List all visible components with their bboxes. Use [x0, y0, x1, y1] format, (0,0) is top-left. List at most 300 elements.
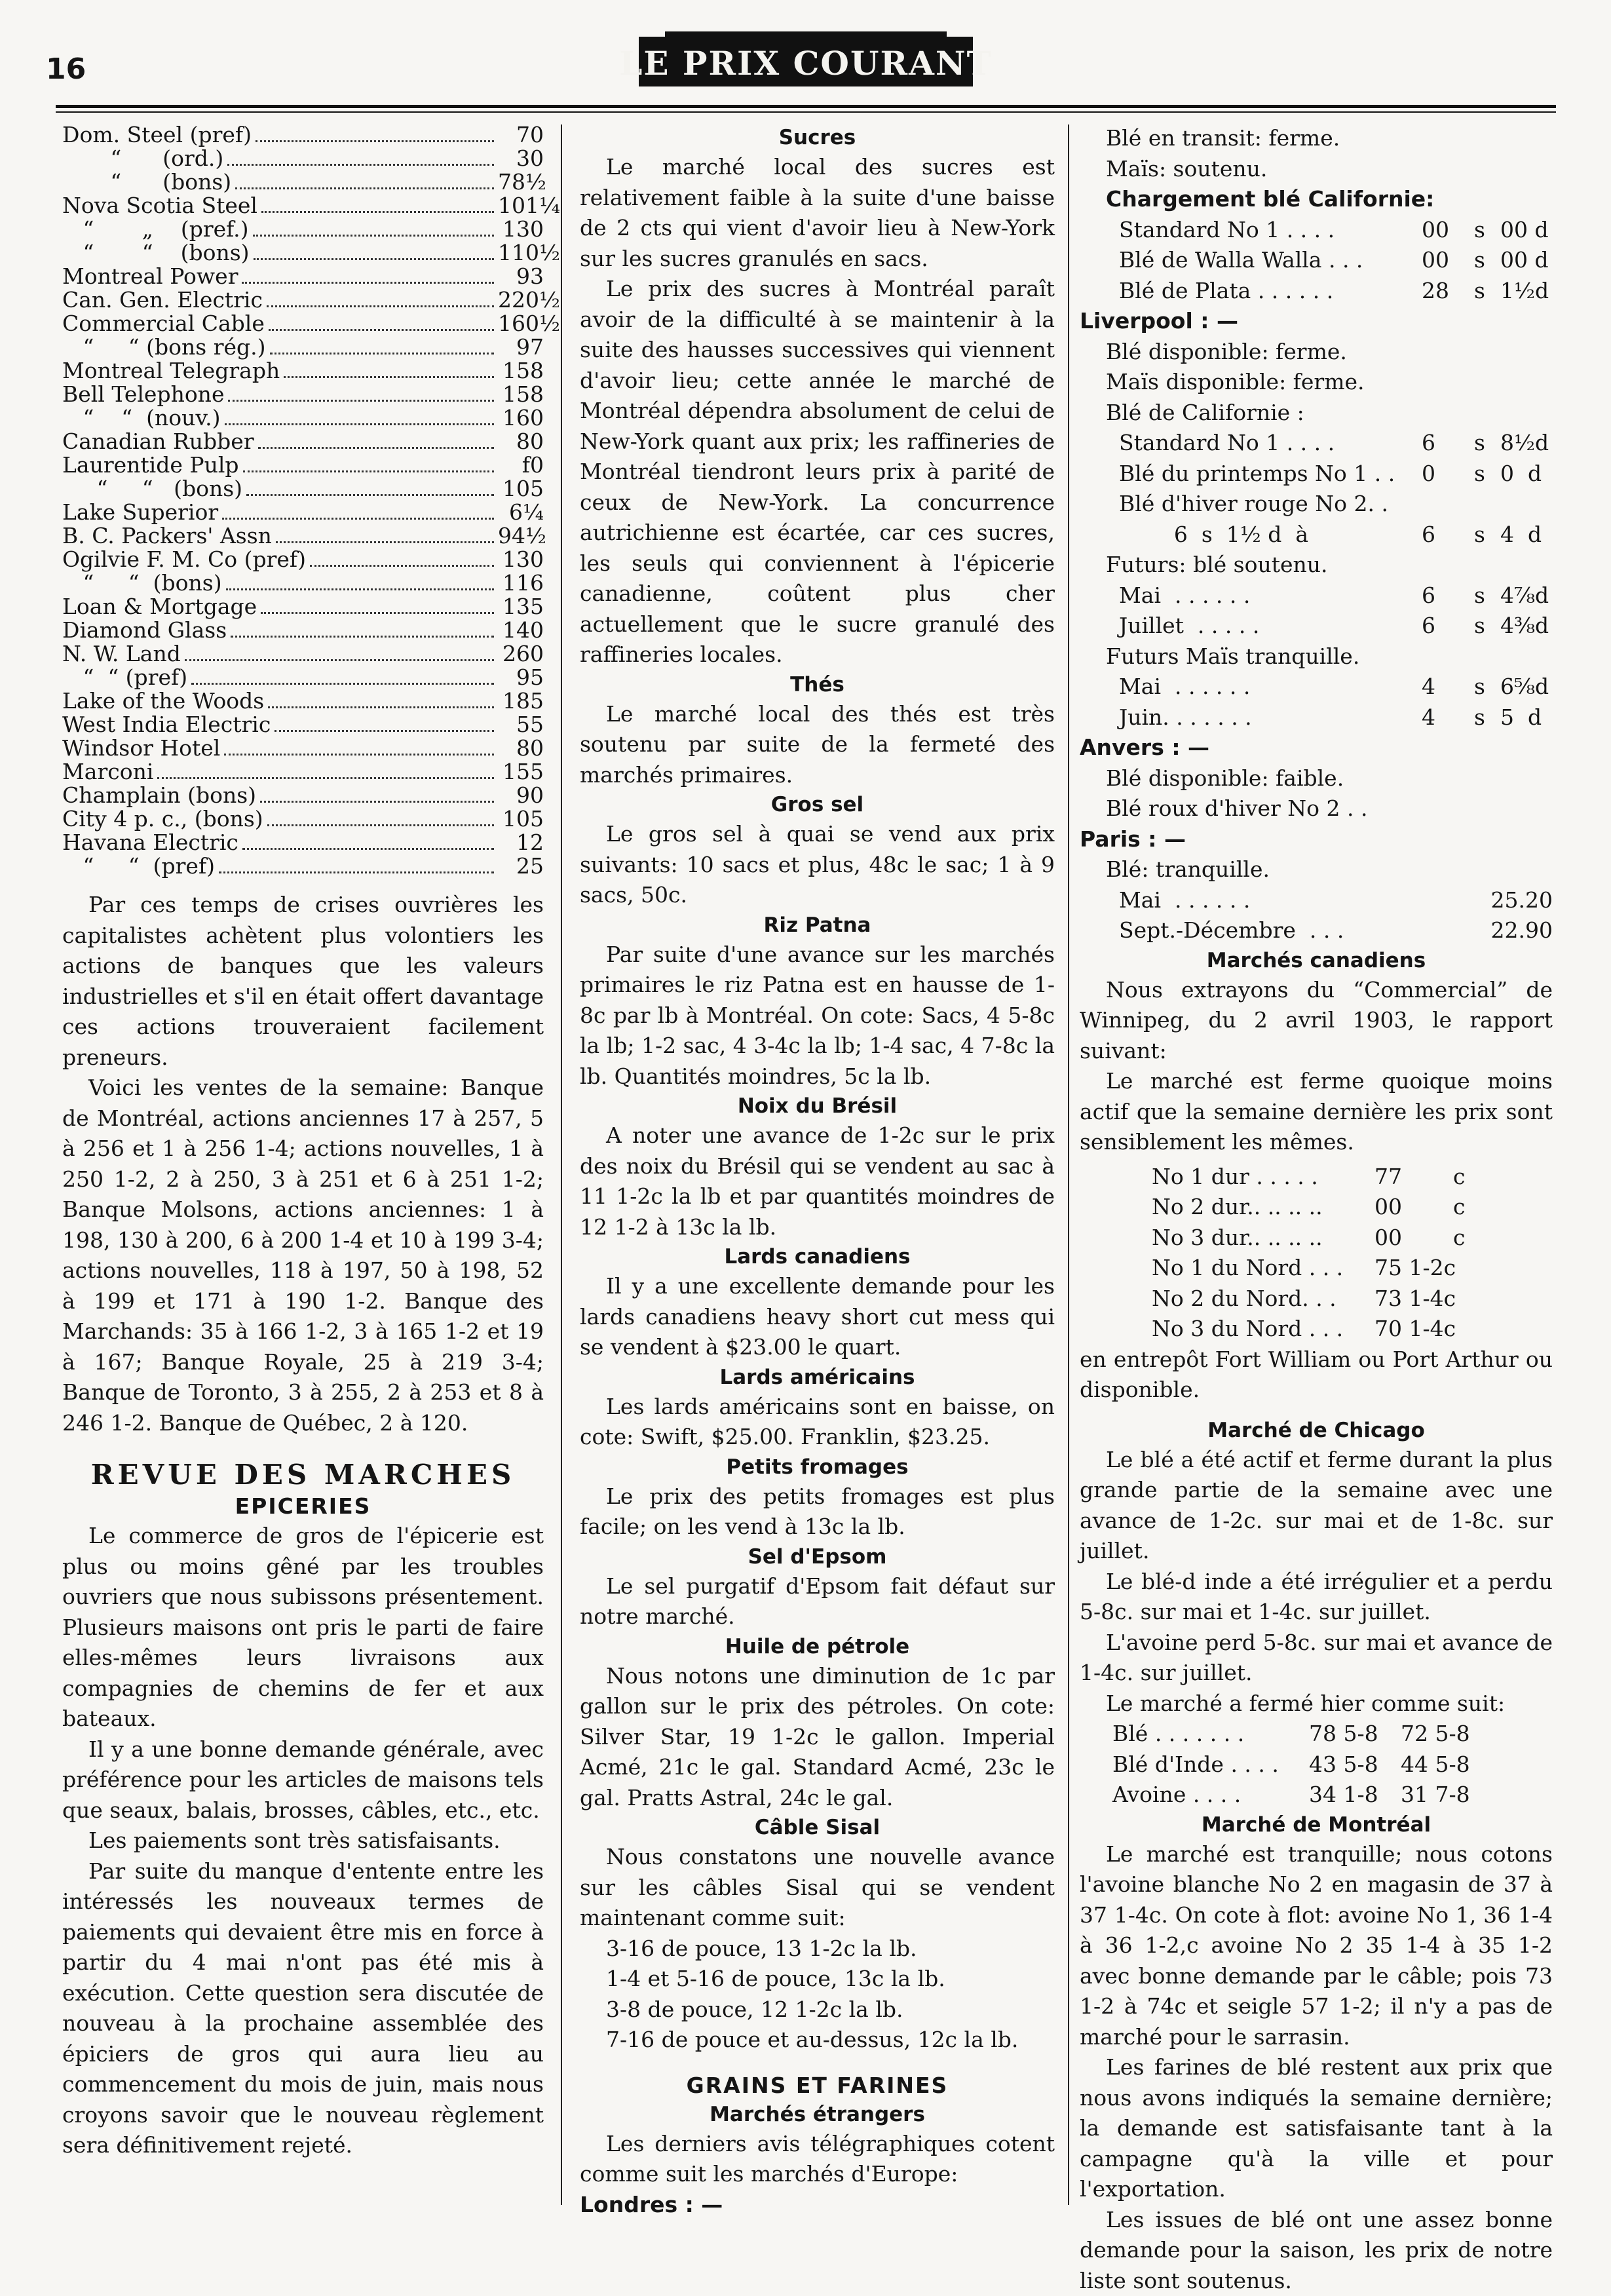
quote-label: Juin. . . . . . . [1119, 702, 1422, 733]
quote-value: 28 [1422, 276, 1474, 307]
stock-row [62, 666, 544, 689]
stock-value: 55 [498, 713, 544, 737]
quote-label: Standard No 1 . . . . [1119, 215, 1422, 246]
dot-leader [260, 801, 494, 803]
stock-value: 105 [498, 477, 544, 501]
dot-leader [226, 588, 494, 590]
stock-name: City 4 p. c., (bons) [62, 807, 263, 831]
stock-value: 97 [498, 335, 544, 359]
chicago-label: Avoine . . . . [1112, 1780, 1309, 1810]
quote-label: Standard No 1 . . . . [1119, 428, 1422, 459]
stock-value: 140 [498, 619, 544, 642]
quote-value: 00 d [1500, 215, 1553, 246]
stock-name: “ “ (bons rég.) [62, 335, 266, 359]
dot-leader [267, 305, 494, 307]
chicago-row [1080, 1750, 1553, 1780]
paragraph: Le sel purgatif d'Epsom fait défaut sur notre marché. [580, 1571, 1055, 1632]
dot-leader [222, 518, 494, 520]
stock-name: Can. Gen. Electric [62, 288, 263, 312]
quote-value: 6 [1422, 611, 1474, 641]
stock-row [62, 571, 544, 595]
stock-row [62, 453, 544, 477]
column-2 [580, 123, 1055, 2220]
heading-huile: Huile de pétrole [580, 1632, 1055, 1661]
stock-row [62, 713, 544, 737]
quote-unit: s [1474, 459, 1500, 489]
stock-row [62, 406, 544, 430]
stock-row [62, 312, 544, 335]
dot-leader [191, 683, 494, 685]
paragraph: Le marché est ferme quoique moins actif que la semaine dernière les prix sont sensiblement les mêmes. [1080, 1066, 1553, 1158]
stock-row [62, 619, 544, 642]
paragraph: Par suite d'une avance sur les marchés primaires le riz Patna est en hausse de 1-8c par lb à Montréal. On cote: Sacs, 4 5-8c la lb; 1-2 sac, 4 3-4c la lb; 1-4 sac, 4 7-8c la lb. Quantités moindres, 5c la lb. [580, 940, 1055, 1092]
quote-label: Blé d'hiver rouge No 2. . [1119, 489, 1422, 520]
dot-leader [310, 565, 494, 567]
paragraph: Les lards américains sont en baisse, on cote: Swift, $25.00. Franklin, $23.25. [580, 1392, 1055, 1453]
stock-name: Bell Telephone [62, 383, 224, 406]
paragraph: Les farines de blé restent aux prix que nous avons indiqués la semaine dernière; la demande est satisfaisante tant à la campagne qu'à la ville et pour l'exportation. [1080, 2052, 1553, 2205]
market-line: Maïs disponible: ferme. [1080, 367, 1553, 398]
grain-value: 73 1-4c [1374, 1284, 1453, 1314]
quote-row [1080, 276, 1553, 307]
stock-name: “ (ord.) [62, 147, 223, 170]
chicago-row [1080, 1719, 1553, 1750]
quote-unit: s [1474, 520, 1500, 550]
stock-name: “ “ (nouv.) [62, 406, 221, 430]
quote-row [1080, 489, 1553, 520]
stock-row [62, 218, 544, 241]
heading-lards-canadiens: Lards canadiens [580, 1242, 1055, 1271]
heading-marches-canadiens: Marchés canadiens [1080, 946, 1553, 975]
stock-name: Windsor Hotel [62, 737, 220, 760]
dot-leader [157, 777, 494, 779]
grain-row [1080, 1192, 1553, 1223]
stock-list [62, 123, 544, 878]
stock-row [62, 689, 544, 713]
grain-row [1080, 1314, 1553, 1345]
stock-name: Lake of the Woods [62, 689, 264, 713]
stock-name: N. W. Land [62, 642, 181, 666]
quote-row [1080, 702, 1553, 733]
quote-label: 6 s 1½ d à [1119, 520, 1422, 550]
chicago-value: 34 1-8 [1309, 1780, 1401, 1810]
stock-name: Diamond Glass [62, 619, 227, 642]
market-line: Blé roux d'hiver No 2 . . [1080, 794, 1553, 824]
quote-label: Blé de Walla Walla . . . [1119, 245, 1422, 276]
dot-leader [258, 447, 494, 449]
stock-row [62, 430, 544, 453]
quote-label: Mai . . . . . . [1119, 885, 1474, 916]
paragraph: Par suite du manque d'entente entre les intéressés les nouveaux termes de paiements qui devaient être mis en force à partir du 4 mai n'ont pas été mis à exécution. Cette question sera discutée de nouveau à la prochaine assemblée des épiciers de gros qui aura lieu au commencement du mois de juin, mais nous croyons savoir que le nouveau règlement sera définitivement rejeté. [62, 1856, 544, 2161]
section-subheading: EPICERIES [62, 1492, 544, 1521]
stock-row [62, 288, 544, 312]
stock-name: “ “ (bons) [62, 241, 250, 265]
quote-row [1080, 611, 1553, 641]
stock-row [62, 359, 544, 383]
paragraph: Voici les ventes de la semaine: Banque de Montréal, actions anciennes 17 à 257, 5 à 256 et 1 à 256 1-4; actions nouvelles, 1 à 250 1-2, 2 à 250, 3 à 251 et 6 à 251 1-2; Banque Molsons, actions anciennes: 1 à 198, 130 à 200, 6 à 200 1-4 et 10 à 199 3-4; actions nouvelles, 118 à 197, 50 à 198, 52 à 199 et 171 à 190 1-2. Banque des Marchands: 35 à 166 1-2, 3 à 165 1-2 et 19 à 167; Banque Royale, 25 à 219 3-4; Banque de Toronto, 3 à 255, 2 à 253 et 8 à 246 1-2. Banque de Québec, 2 à 120. [62, 1073, 544, 1438]
liverpool-futures-ble [1080, 581, 1553, 641]
dot-leader [227, 164, 494, 166]
market-line: Blé: tranquille. [1080, 854, 1553, 885]
heading-sucres: Sucres [580, 123, 1055, 152]
page-number: 16 [46, 52, 86, 86]
stock-row [62, 501, 544, 524]
grain-unit: c [1453, 1162, 1465, 1193]
stock-value: 70 [498, 123, 544, 147]
grain-row [1080, 1284, 1553, 1314]
stock-value: 101¼ [498, 194, 544, 218]
stock-name: “ “ (pref) [62, 854, 215, 878]
paragraph: en entrepôt Fort William ou Port Arthur ou disponible. [1080, 1345, 1553, 1406]
dot-leader [231, 636, 494, 638]
chicago-value: 43 5-8 [1309, 1750, 1401, 1780]
column-divider-1 [561, 124, 562, 2205]
dot-leader [261, 211, 494, 213]
stock-value: 158 [498, 383, 544, 406]
header-rule-thin [56, 111, 1556, 113]
stock-name: Ogilvie F. M. Co (pref) [62, 548, 306, 571]
dot-leader [253, 235, 494, 237]
dot-leader [219, 871, 494, 873]
stock-row [62, 737, 544, 760]
cable-item: 1-4 et 5-16 de pouce, 13c la lb. [580, 1964, 1055, 1995]
quote-unit: s [1474, 245, 1500, 276]
paragraph: Il y a une bonne demande générale, avec préférence pour les articles de maisons tels que seaux, balais, brosses, câbles, etc., etc. [62, 1734, 544, 1826]
quote-row [1080, 245, 1553, 276]
chicago-value: 72 5-8 [1401, 1719, 1470, 1750]
grain-value: 00 [1374, 1192, 1453, 1223]
grain-value: 00 [1374, 1223, 1453, 1253]
grain-value: 77 [1374, 1162, 1453, 1193]
stock-value: 155 [498, 760, 544, 784]
paragraph: Les issues de blé ont une assez bonne demande pour la saison, les prix de notre liste sont soutenus. [1080, 2205, 1553, 2296]
paragraph: Le marché a fermé hier comme suit: [1080, 1689, 1553, 1719]
chicago-quotes [1080, 1719, 1553, 1810]
market-line: Blé disponible: ferme. [1080, 337, 1553, 368]
dot-leader [270, 353, 495, 354]
quote-value: 1½d [1500, 276, 1553, 307]
quote-row [1080, 581, 1553, 611]
stock-name: Montreal Power [62, 265, 238, 288]
chicago-value: 78 5-8 [1309, 1719, 1401, 1750]
stock-value: 185 [498, 689, 544, 713]
dot-leader [224, 754, 494, 756]
stock-row [62, 265, 544, 288]
stock-row [62, 807, 544, 831]
paragraph: Nous constatons une nouvelle avance sur les câbles Sisal qui se vendent maintenant comme suit: [580, 1842, 1055, 1934]
stock-value: f0 [498, 453, 544, 477]
quote-value: 5 d [1500, 702, 1553, 733]
dot-leader [275, 730, 494, 732]
stock-value: 93 [498, 265, 544, 288]
quote-value: 6⅝d [1500, 672, 1553, 702]
quote-value: 4⅞d [1500, 581, 1553, 611]
heading-marches-etrangers: Marchés étrangers [580, 2100, 1055, 2129]
stock-name: Havana Electric [62, 831, 238, 854]
market-line: Futurs Maïs tranquille. [1080, 641, 1553, 672]
city-anvers: Anvers : — [1080, 733, 1553, 763]
stock-row [62, 147, 544, 170]
paragraph: Le marché local des thés est très soutenu par suite de la fermeté des marchés primaires. [580, 699, 1055, 791]
quote-value: 6 [1422, 428, 1474, 459]
stock-row [62, 241, 544, 265]
stock-row [62, 477, 544, 501]
stock-name: “ “ (pref) [62, 666, 187, 689]
quote-row [1080, 520, 1553, 550]
quote-value: 22.90 [1474, 915, 1553, 946]
quote-unit: s [1474, 276, 1500, 307]
stock-name: Commercial Cable [62, 312, 265, 335]
dot-leader [284, 376, 494, 378]
quote-label: Blé de Plata . . . . . . [1119, 276, 1422, 307]
stock-row [62, 831, 544, 854]
grain-label: No 1 dur . . . . . [1152, 1162, 1374, 1193]
stock-row [62, 194, 544, 218]
column-3 [1080, 123, 1553, 2296]
quote-value [1422, 489, 1474, 520]
quote-unit: s [1474, 581, 1500, 611]
stock-row [62, 595, 544, 619]
cable-item: 7-16 de pouce et au-dessus, 12c la lb. [580, 2025, 1055, 2056]
stock-name: Loan & Mortgage [62, 595, 257, 619]
stock-name: “ “ (bons) [62, 571, 222, 595]
dot-leader [261, 612, 494, 614]
stock-name: Canadian Rubber [62, 430, 254, 453]
stock-value: 130 [498, 218, 544, 241]
stock-value: 95 [498, 666, 544, 689]
stock-value: 78½ [498, 170, 544, 194]
dot-leader [235, 187, 494, 189]
quote-unit: s [1474, 428, 1500, 459]
heading-noix: Noix du Brésil [580, 1092, 1055, 1120]
dot-leader [228, 400, 494, 402]
heading-lards-americains: Lards américains [580, 1363, 1055, 1392]
stock-name: Laurentide Pulp [62, 453, 239, 477]
stock-value: 260 [498, 642, 544, 666]
grain-value: 70 1-4c [1374, 1314, 1453, 1345]
market-line: Futurs: blé soutenu. [1080, 550, 1553, 581]
paragraph: Le gros sel à quai se vend aux prix suivants: 10 sacs et plus, 48c le sac; 1 à 9 sacs, 50c. [580, 819, 1055, 911]
quote-value: 00 [1422, 215, 1474, 246]
quote-value: 8½d [1500, 428, 1553, 459]
paragraph: Le blé-d inde a été irrégulier et a perdu 5-8c. sur mai et 1-4c. sur juillet. [1080, 1567, 1553, 1628]
chicago-row [1080, 1780, 1553, 1810]
stock-name: Dom. Steel (pref) [62, 123, 252, 147]
quote-row [1080, 885, 1553, 916]
dot-leader [276, 541, 494, 543]
paragraph: Le prix des sucres à Montréal paraît avoir de la difficulté à se maintenir à la suite des hausses successives qui viennent d'avoir lieu; cette année le marché de Montréal dépendra absolument de celui de New-York quant aux prix; les raffineries de Montréal tiendront leurs prix à parité de ceux de New-York. La concurrence autrichienne est écartée, car ces sucres, les seuls qui conviennent à l'épicerie canadienne, coûtent plus cher actuellement que le sucre granulé des raffineries locales. [580, 274, 1055, 670]
cable-item: 3-16 de pouce, 13 1-2c la lb. [580, 1934, 1055, 1964]
stock-value: 80 [498, 430, 544, 453]
stock-value: 130 [498, 548, 544, 571]
chicago-value: 44 5-8 [1401, 1750, 1470, 1780]
grain-label: No 2 dur.. .. .. .. [1152, 1192, 1374, 1223]
stock-name: Champlain (bons) [62, 784, 256, 807]
stock-name: “ „ (pref.) [62, 218, 249, 241]
quote-unit: s [1474, 702, 1500, 733]
quote-label: Juillet . . . . . [1119, 611, 1422, 641]
dot-leader [267, 824, 494, 826]
quote-value: 0 d [1500, 459, 1553, 489]
paragraph: Les derniers avis télégraphiques cotent comme suit les marchés d'Europe: [580, 2129, 1055, 2190]
quote-label: Mai . . . . . . [1119, 672, 1422, 702]
stock-name: Marconi [62, 760, 153, 784]
quote-unit: s [1474, 672, 1500, 702]
quote-value: 25.20 [1474, 885, 1553, 916]
stock-value: 160 [498, 406, 544, 430]
dot-leader [243, 470, 495, 472]
paragraph: Par ces temps de crises ouvrières les capitalistes achètent plus volontiers les actions de banques que les valeurs industrielles et s'il en était offert davantage ces actions trouveraient facilement preneurs. [62, 890, 544, 1073]
heading-fromages: Petits fromages [580, 1453, 1055, 1482]
stock-row [62, 548, 544, 571]
dot-leader [246, 494, 494, 496]
heading-montreal: Marché de Montréal [1080, 1810, 1553, 1839]
market-line: Chargement blé Californie: [1080, 184, 1553, 215]
city-liverpool: Liverpool : — [1080, 306, 1553, 337]
stock-value: 116 [498, 571, 544, 595]
stock-value: 90 [498, 784, 544, 807]
quote-value: 0 [1422, 459, 1474, 489]
quote-value: 00 d [1500, 245, 1553, 276]
liverpool-futures-mais [1080, 672, 1553, 733]
quote-label: Blé du printemps No 1 . . [1119, 459, 1422, 489]
stock-row [62, 383, 544, 406]
quote-label: Sept.-Décembre . . . [1119, 915, 1474, 946]
heading-epsom: Sel d'Epsom [580, 1542, 1055, 1571]
header-rule-thick [56, 105, 1556, 108]
stock-row [62, 524, 544, 548]
quote-row [1080, 215, 1553, 246]
quote-value: 4 d [1500, 520, 1553, 550]
quote-value: 4⅜d [1500, 611, 1553, 641]
market-line: Blé de Californie : [1080, 398, 1553, 429]
stock-value: 94½ [498, 524, 544, 548]
quote-unit [1474, 489, 1500, 520]
paragraph: Le blé a été actif et ferme durant la plus grande partie de la semaine avec une avance de 1-2c. sur mai et de 1-8c. sur juillet. [1080, 1445, 1553, 1567]
stock-name: West India Electric [62, 713, 271, 737]
stock-name: Nova Scotia Steel [62, 194, 257, 218]
dot-leader [225, 423, 495, 425]
heading-riz: Riz Patna [580, 911, 1055, 940]
stock-value: 220½ [498, 288, 544, 312]
stock-value: 160½ [498, 312, 544, 335]
grain-value: 75 1-2c [1374, 1253, 1453, 1284]
quote-value: 4 [1422, 702, 1474, 733]
stock-value: 12 [498, 831, 544, 854]
heading-chicago: Marché de Chicago [1080, 1416, 1553, 1445]
market-line: Blé en transit: ferme. [1080, 123, 1553, 154]
paragraph: Nous notons une diminution de 1c par gallon sur le prix des pétroles. On cote: Silver Star, 19 1-2c le gallon. Imperial Acmé, 21c le gal. Standard Acmé, 23c le gal. Pratts Astral, 24c le gal. [580, 1661, 1055, 1814]
grain-label: No 2 du Nord. . . [1152, 1284, 1374, 1314]
heading-cable: Câble Sisal [580, 1813, 1055, 1842]
paragraph: Le marché local des sucres est relativement faible à la suite d'une baisse de 2 cts qui vient d'avoir lieu à New-York sur les sucres granulés en sacs. [580, 152, 1055, 274]
stock-row [62, 170, 544, 194]
stock-row [62, 760, 544, 784]
chicago-value: 31 7-8 [1401, 1780, 1470, 1810]
quote-value: 4 [1422, 672, 1474, 702]
city-londres: Londres : — [580, 2190, 1055, 2221]
quote-row [1080, 428, 1553, 459]
masthead-logo [639, 31, 973, 92]
paris-quotes [1080, 885, 1553, 946]
dot-leader [254, 258, 494, 260]
stock-row [62, 123, 544, 147]
cable-item: 3-8 de pouce, 12 1-2c la lb. [580, 1995, 1055, 2025]
grain-unit: c [1453, 1223, 1465, 1253]
paragraph: Le prix des petits fromages est plus facile; on les vend à 13c la lb. [580, 1482, 1055, 1542]
stock-value: 30 [498, 147, 544, 170]
heading-thes: Thés [580, 670, 1055, 699]
paragraph: L'avoine perd 5-8c. sur mai et avance de 1-4c. sur juillet. [1080, 1628, 1553, 1689]
canadian-grain-quotes [1080, 1162, 1553, 1345]
stock-row [62, 642, 544, 666]
chicago-label: Blé d'Inde . . . . [1112, 1750, 1309, 1780]
heading-gros-sel: Gros sel [580, 790, 1055, 819]
stock-name: “ “ (bons) [62, 477, 242, 501]
paragraph: A noter une avance de 1-2c sur le prix des noix du Brésil qui se vendent au sac à 11 1-2c la lb et par quantités moindres de 12 1-2 à 13c la lb. [580, 1120, 1055, 1242]
paragraph: Il y a une excellente demande pour les lards canadiens heavy short cut mess qui se vendent à $23.00 le quart. [580, 1271, 1055, 1363]
stock-row [62, 335, 544, 359]
dot-leader [185, 659, 494, 661]
column-1 [62, 123, 544, 2161]
quote-unit: s [1474, 215, 1500, 246]
paragraph: Nous extrayons du “Commercial” de Winnipeg, du 2 avril 1903, le rapport suivant: [1080, 975, 1553, 1067]
quote-value: 6 [1422, 520, 1474, 550]
quote-unit: s [1474, 611, 1500, 641]
city-paris: Paris : — [1080, 824, 1553, 855]
quote-value [1500, 489, 1553, 520]
stock-name: B. C. Packers' Assn [62, 524, 272, 548]
paragraph: Les paiements sont très satisfaisants. [62, 1826, 544, 1856]
quote-row [1080, 459, 1553, 489]
quote-row [1080, 915, 1553, 946]
dot-leader [268, 706, 494, 708]
grain-label: No 3 du Nord . . . [1152, 1314, 1374, 1345]
section-heading: REVUE DES MARCHES [62, 1458, 544, 1492]
stock-value: 80 [498, 737, 544, 760]
grain-row [1080, 1223, 1553, 1253]
dot-leader [242, 848, 494, 850]
stock-value: 105 [498, 807, 544, 831]
stock-value: 6¼ [498, 501, 544, 524]
stock-value: 135 [498, 595, 544, 619]
grain-row [1080, 1253, 1553, 1284]
quote-value: 00 [1422, 245, 1474, 276]
market-line: Maïs: soutenu. [1080, 154, 1553, 185]
heading-grains: GRAINS ET FARINES [580, 2071, 1055, 2100]
svg-text:LE PRIX COURANT: LE PRIX COURANT [619, 44, 993, 83]
quote-value: 6 [1422, 581, 1474, 611]
dot-leader [256, 140, 494, 142]
stock-value: 110½ [498, 241, 544, 265]
grain-label: No 3 dur.. .. .. .. [1152, 1223, 1374, 1253]
dot-leader [269, 329, 494, 331]
stock-row [62, 854, 544, 878]
stock-value: 25 [498, 854, 544, 878]
grain-label: No 1 du Nord . . . [1152, 1253, 1374, 1284]
quote-row [1080, 672, 1553, 702]
dot-leader [242, 282, 494, 284]
stock-name: Montreal Telegraph [62, 359, 280, 383]
column-divider-2 [1068, 124, 1069, 2205]
chicago-label: Blé . . . . . . . [1112, 1719, 1309, 1750]
stock-value: 158 [498, 359, 544, 383]
stock-name: Lake Superior [62, 501, 218, 524]
liverpool-quotes [1080, 428, 1553, 550]
paragraph: Le marché est tranquille; nous cotons l'avoine blanche No 2 en magasin de 37 à 37 1-4c. On cote à flot: avoine No 1, 36 1-4 à 36 1-2,c avoine No 2 35 1-4 à 35 1-2 avec bonne demande par le câble; pois 73 1-2 à 74c et seigle 57 1-2; il n'y a pas de marché pour le sarrasin. [1080, 1839, 1553, 2053]
stock-row [62, 784, 544, 807]
grain-unit: c [1453, 1192, 1465, 1223]
